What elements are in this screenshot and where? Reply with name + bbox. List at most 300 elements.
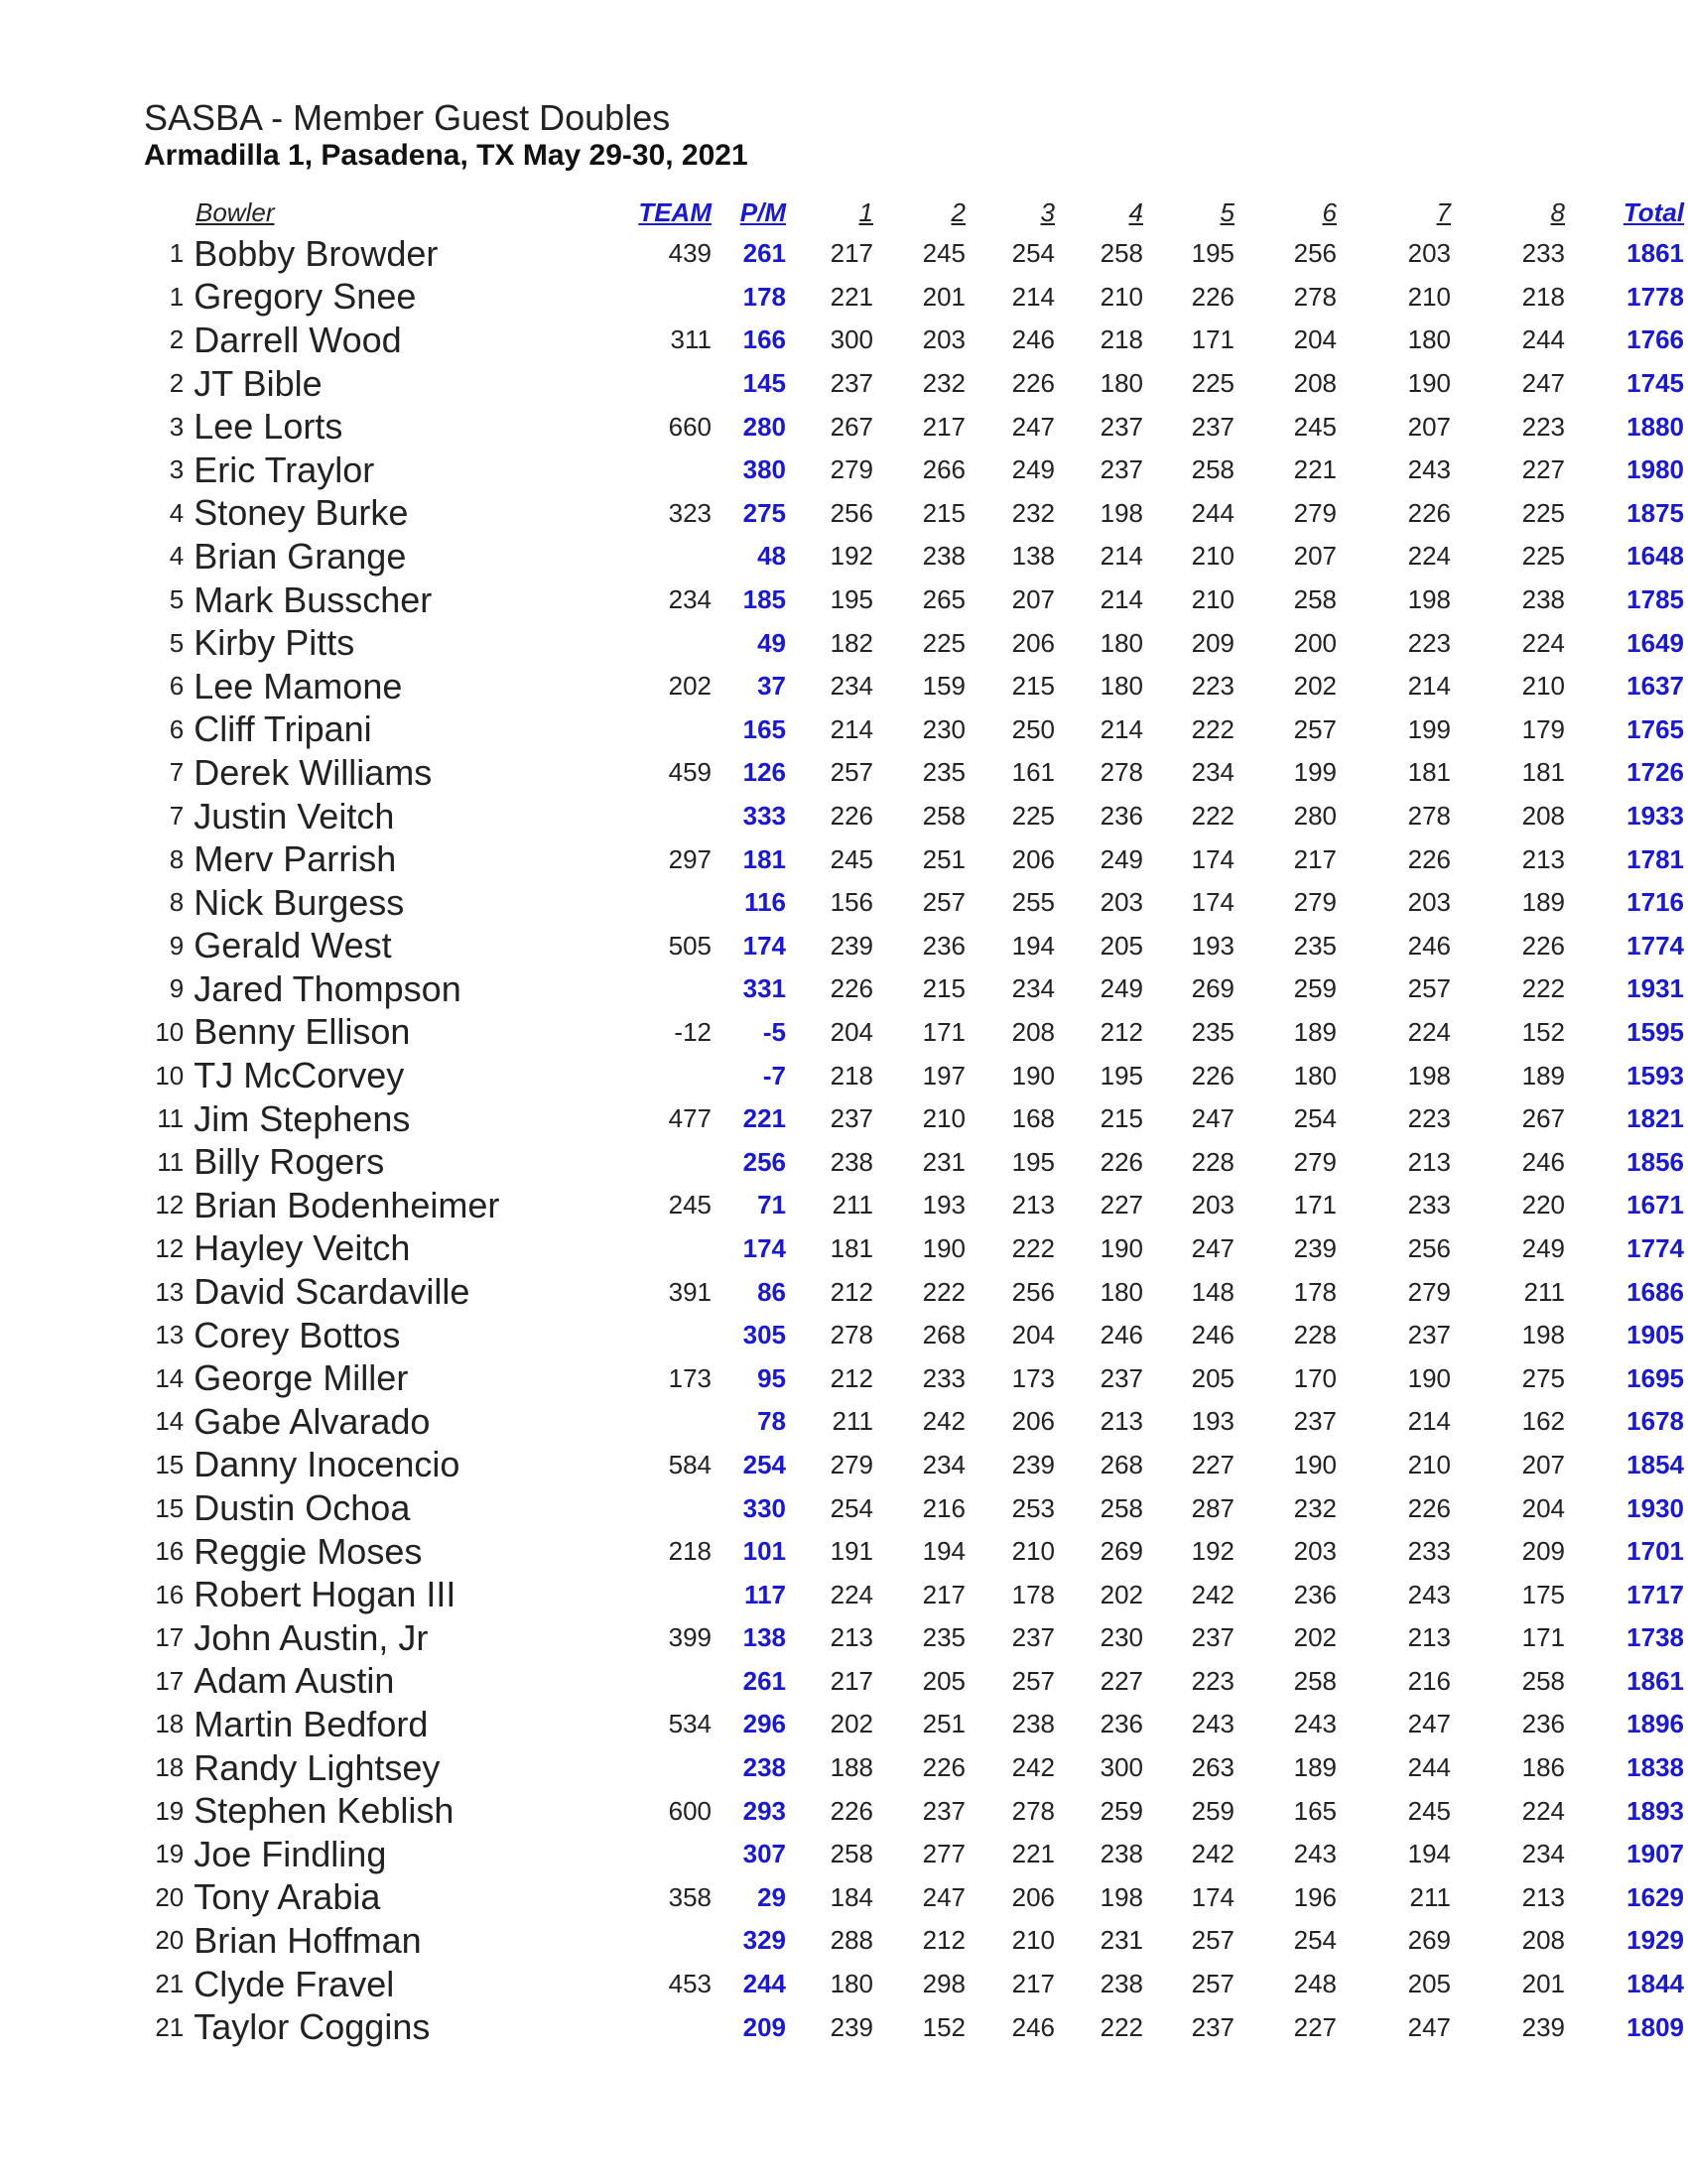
game-2-score: 159 (922, 671, 966, 702)
game-7-score: 216 (1407, 1665, 1451, 1696)
team-score (583, 1486, 712, 1530)
plus-minus: 178 (742, 281, 786, 312)
game-6-score: 279 (1293, 887, 1337, 918)
team-score: 311 (670, 324, 712, 355)
plus-minus: 221 (742, 1103, 786, 1134)
bowler-name: Corey Bottos (194, 1314, 401, 1355)
place-cell: 16 (155, 1536, 185, 1567)
game-3-score: 210 (1011, 1536, 1055, 1567)
game-2-score: 201 (922, 281, 966, 312)
plus-minus: 261 (742, 1665, 786, 1696)
place-cell: 5 (169, 584, 185, 615)
bowler-name: Mark Busscher (194, 578, 433, 620)
total-score: 1854 (1626, 1449, 1684, 1479)
place-cell: 13 (155, 1320, 185, 1350)
place-cell: 19 (155, 1839, 185, 1869)
game-3-score: 249 (1011, 454, 1055, 485)
game-1-score: 226 (830, 973, 873, 1004)
game-4-score: 214 (1100, 713, 1143, 744)
game-7-score: 244 (1407, 1752, 1451, 1783)
bowler-name: Reggie Moses (194, 1530, 423, 1572)
total-score: 1931 (1626, 973, 1684, 1004)
game-5-score: 226 (1191, 1060, 1234, 1091)
game-2-score: 265 (922, 584, 966, 615)
table-row (139, 1573, 1684, 1616)
table-row (139, 1919, 1684, 1963)
place-cell: 7 (169, 801, 185, 832)
game-2-score: 235 (922, 757, 966, 788)
game-7-score: 207 (1407, 411, 1451, 442)
game-1-score: 192 (830, 541, 873, 572)
total-score: 1774 (1626, 1232, 1684, 1263)
table-row (139, 405, 1684, 449)
game-6-score: 279 (1293, 1146, 1337, 1177)
game-8-score: 249 (1521, 1232, 1565, 1263)
game-8-score: 186 (1521, 1752, 1565, 1783)
game-4-score: 180 (1100, 368, 1143, 399)
game-8-score: 213 (1521, 1881, 1565, 1912)
total-score: 1781 (1626, 843, 1684, 874)
team-score: 660 (668, 411, 712, 442)
game-3-score: 206 (1011, 627, 1055, 658)
game-7-score: 198 (1407, 584, 1451, 615)
game-3-score: 246 (1011, 324, 1055, 355)
game-5-score: 257 (1191, 1925, 1234, 1956)
plus-minus: 209 (742, 2011, 786, 2042)
game-3-score: 247 (1011, 411, 1055, 442)
game-5-score: 195 (1191, 238, 1234, 269)
game-3-score: 232 (1011, 497, 1055, 528)
table-row (139, 1789, 1684, 1833)
game-2-score: 298 (922, 1969, 966, 1999)
table-row (139, 1011, 1684, 1055)
game-5-score: 247 (1191, 1103, 1234, 1134)
game-5-score: 192 (1191, 1536, 1234, 1567)
game-1-score: 211 (832, 1190, 873, 1220)
team-score (583, 1919, 712, 1963)
total-score: 1671 (1626, 1190, 1684, 1220)
total-score: 1844 (1626, 1969, 1684, 1999)
game-8-score: 227 (1521, 454, 1565, 485)
team-score (583, 1833, 712, 1876)
game-8-score: 189 (1521, 887, 1565, 918)
plus-minus: 244 (742, 1969, 786, 1999)
game-8-score: 258 (1521, 1665, 1565, 1696)
plus-minus: 116 (744, 887, 786, 918)
table-row (139, 1054, 1684, 1097)
team-score (583, 708, 712, 752)
header-game-2: 2 (951, 197, 966, 227)
game-6-score: 204 (1293, 324, 1337, 355)
total-score: 1905 (1626, 1320, 1684, 1350)
game-7-score: 226 (1407, 843, 1451, 874)
game-3-score: 250 (1011, 713, 1055, 744)
game-6-score: 278 (1293, 281, 1337, 312)
place-cell: 21 (155, 1969, 185, 1999)
game-8-score: 218 (1521, 281, 1565, 312)
total-score: 1856 (1626, 1146, 1684, 1177)
bowler-name: Danny Inocencio (194, 1444, 460, 1485)
bowler-name: Tony Arabia (194, 1876, 381, 1918)
game-6-score: 217 (1293, 843, 1337, 874)
place-cell: 19 (155, 1795, 185, 1826)
bowler-name: Lee Lorts (194, 406, 343, 448)
bowler-name: John Austin, Jr (194, 1616, 429, 1658)
game-4-score: 227 (1100, 1665, 1143, 1696)
place-cell: 8 (169, 843, 185, 874)
bowler-name: Stephen Keblish (194, 1790, 454, 1832)
plus-minus: 254 (742, 1449, 786, 1479)
bowler-name: Cliff Tripani (194, 708, 372, 750)
game-6-score: 258 (1293, 584, 1337, 615)
place-cell: 11 (157, 1146, 185, 1177)
game-1-score: 278 (830, 1320, 873, 1350)
game-3-score: 190 (1011, 1060, 1055, 1091)
team-score (583, 1746, 712, 1790)
game-1-score: 202 (830, 1709, 873, 1739)
game-7-score: 224 (1407, 1016, 1451, 1047)
header-game-4: 4 (1128, 197, 1143, 227)
game-1-score: 254 (830, 1492, 873, 1523)
game-5-score: 243 (1191, 1709, 1234, 1739)
header-game-3: 3 (1040, 197, 1055, 227)
plus-minus: 71 (757, 1190, 786, 1220)
game-8-score: 179 (1521, 713, 1565, 744)
game-7-score: 190 (1407, 1362, 1451, 1393)
place-cell: 5 (169, 627, 185, 658)
place-cell: 11 (157, 1103, 185, 1134)
game-6-score: 200 (1293, 627, 1337, 658)
table-row (139, 1616, 1684, 1660)
game-4-score: 203 (1100, 887, 1143, 918)
plus-minus: 256 (742, 1146, 786, 1177)
game-2-score: 203 (922, 324, 966, 355)
game-7-score: 256 (1407, 1232, 1451, 1263)
game-7-score: 223 (1407, 1103, 1451, 1134)
place-cell: 6 (169, 713, 185, 744)
game-5-score: 242 (1191, 1839, 1234, 1869)
place-cell: 15 (155, 1449, 185, 1479)
bowler-name: Nick Burgess (194, 881, 405, 923)
game-8-score: 247 (1521, 368, 1565, 399)
game-1-score: 211 (832, 1406, 873, 1437)
game-3-score: 194 (1011, 930, 1055, 961)
game-6-score: 245 (1293, 411, 1337, 442)
game-4-score: 237 (1100, 411, 1143, 442)
game-8-score: 208 (1521, 1925, 1565, 1956)
game-7-score: 247 (1407, 1709, 1451, 1739)
team-score: 391 (668, 1276, 712, 1307)
place-cell: 3 (169, 454, 185, 485)
bowler-name: Justin Veitch (194, 795, 395, 836)
game-1-score: 258 (830, 1839, 873, 1869)
game-5-score: 174 (1191, 887, 1234, 918)
game-8-score: 238 (1521, 584, 1565, 615)
game-1-score: 184 (830, 1881, 873, 1912)
game-4-score: 215 (1100, 1103, 1143, 1134)
total-score: 1717 (1626, 1579, 1684, 1609)
header-bowler: Bowler (195, 197, 275, 227)
game-2-score: 245 (922, 238, 966, 269)
game-1-score: 279 (830, 454, 873, 485)
header-game-1: 1 (858, 197, 873, 227)
table-row (139, 362, 1684, 406)
bowler-name: Derek Williams (194, 751, 433, 793)
game-6-score: 178 (1293, 1276, 1337, 1307)
team-score (583, 2005, 712, 2049)
bowler-name: David Scardaville (194, 1271, 470, 1313)
place-cell: 8 (169, 887, 185, 918)
team-score (583, 1314, 712, 1357)
plus-minus: 293 (742, 1795, 786, 1826)
game-7-score: 198 (1407, 1060, 1451, 1091)
game-8-score: 275 (1521, 1362, 1565, 1393)
game-1-score: 217 (830, 1665, 873, 1696)
game-8-score: 225 (1521, 541, 1565, 572)
plus-minus: -7 (762, 1060, 786, 1091)
total-score: 1701 (1626, 1536, 1684, 1567)
plus-minus: 126 (742, 757, 786, 788)
game-6-score: 227 (1293, 2011, 1337, 2042)
place-cell: 12 (155, 1232, 185, 1263)
place-cell: 3 (169, 411, 185, 442)
game-1-score: 226 (830, 1795, 873, 1826)
game-8-score: 181 (1521, 757, 1565, 788)
game-4-score: 198 (1100, 497, 1143, 528)
place-cell: 9 (169, 973, 185, 1004)
place-cell: 1 (169, 281, 185, 312)
table-row (139, 1314, 1684, 1357)
team-score: 534 (668, 1709, 712, 1739)
total-score: 1678 (1626, 1406, 1684, 1437)
game-8-score: 201 (1521, 1969, 1565, 1999)
game-6-score: 259 (1293, 973, 1337, 1004)
place-cell: 10 (155, 1060, 185, 1091)
game-4-score: 300 (1100, 1752, 1143, 1783)
game-3-score: 168 (1011, 1103, 1055, 1134)
game-3-score: 278 (1011, 1795, 1055, 1826)
bowler-name: Jim Stephens (194, 1097, 411, 1139)
game-1-score: 267 (830, 411, 873, 442)
bowler-name: Stoney Burke (194, 492, 409, 534)
team-score (583, 967, 712, 1011)
plus-minus: 145 (742, 368, 786, 399)
game-6-score: 236 (1293, 1579, 1337, 1609)
game-5-score: 205 (1191, 1362, 1234, 1393)
plus-minus: 101 (742, 1536, 786, 1567)
team-score (583, 535, 712, 578)
total-score: 1595 (1626, 1016, 1684, 1047)
bowler-name: Dustin Ochoa (194, 1487, 411, 1529)
game-2-score: 242 (922, 1406, 966, 1437)
game-7-score: 269 (1407, 1925, 1451, 1956)
plus-minus: 331 (742, 973, 786, 1004)
plus-minus: 49 (757, 627, 786, 658)
game-1-score: 195 (830, 584, 873, 615)
game-1-score: 239 (830, 2011, 873, 2042)
game-2-score: 268 (922, 1320, 966, 1350)
team-score (583, 881, 712, 925)
game-2-score: 217 (922, 411, 966, 442)
game-7-score: 223 (1407, 627, 1451, 658)
game-5-score: 237 (1191, 1622, 1234, 1653)
game-4-score: 180 (1100, 1276, 1143, 1307)
game-5-score: 244 (1191, 497, 1234, 528)
game-3-score: 239 (1011, 1449, 1055, 1479)
game-4-score: 258 (1100, 1492, 1143, 1523)
team-score: 323 (668, 497, 712, 528)
game-2-score: 232 (922, 368, 966, 399)
total-score: 1785 (1626, 584, 1684, 615)
game-3-score: 256 (1011, 1276, 1055, 1307)
document-subtitle: Armadilla 1, Pasadena, TX May 29-30, 2021 (144, 139, 748, 172)
game-3-score: 206 (1011, 1406, 1055, 1437)
game-2-score: 257 (922, 887, 966, 918)
game-7-score: 199 (1407, 713, 1451, 744)
team-score: 584 (668, 1449, 712, 1479)
game-8-score: 226 (1521, 930, 1565, 961)
game-7-score: 245 (1407, 1795, 1451, 1826)
game-6-score: 190 (1293, 1449, 1337, 1479)
game-3-score: 222 (1011, 1232, 1055, 1263)
table-row (139, 319, 1684, 362)
game-8-score: 162 (1521, 1406, 1565, 1437)
game-5-score: 148 (1191, 1276, 1234, 1307)
team-score: 358 (668, 1881, 712, 1912)
game-7-score: 210 (1407, 281, 1451, 312)
game-2-score: 226 (922, 1752, 966, 1783)
team-score (583, 621, 712, 665)
place-cell: 20 (155, 1925, 185, 1956)
game-4-score: 249 (1100, 973, 1143, 1004)
game-2-score: 190 (922, 1232, 966, 1263)
game-1-score: 182 (830, 627, 873, 658)
plus-minus: 174 (742, 930, 786, 961)
game-5-score: 258 (1191, 454, 1234, 485)
game-5-score: 223 (1191, 1665, 1234, 1696)
game-2-score: 247 (922, 1881, 966, 1912)
table-row (139, 1703, 1684, 1746)
table-row (139, 708, 1684, 752)
game-8-score: 267 (1521, 1103, 1565, 1134)
table-row (139, 276, 1684, 320)
table-row (139, 449, 1684, 492)
game-5-score: 226 (1191, 281, 1234, 312)
game-1-score: 218 (830, 1060, 873, 1091)
game-2-score: 217 (922, 1579, 966, 1609)
game-8-score: 234 (1521, 1839, 1565, 1869)
place-cell: 18 (155, 1752, 185, 1783)
table-row (139, 1530, 1684, 1574)
game-4-score: 231 (1100, 1925, 1143, 1956)
bowler-name: Gerald West (194, 925, 392, 966)
team-score: 245 (668, 1190, 712, 1220)
total-score: 1695 (1626, 1362, 1684, 1393)
game-5-score: 247 (1191, 1232, 1234, 1263)
game-3-score: 226 (1011, 368, 1055, 399)
game-3-score: 206 (1011, 843, 1055, 874)
game-5-score: 222 (1191, 713, 1234, 744)
game-4-score: 202 (1100, 1579, 1143, 1609)
game-3-score: 214 (1011, 281, 1055, 312)
game-6-score: 257 (1293, 713, 1337, 744)
game-1-score: 212 (830, 1276, 873, 1307)
team-score (583, 449, 712, 492)
bowler-name: George Miller (194, 1357, 409, 1399)
header-game-6: 6 (1322, 197, 1337, 227)
game-6-score: 280 (1293, 801, 1337, 832)
game-3-score: 242 (1011, 1752, 1055, 1783)
game-3-score: 225 (1011, 801, 1055, 832)
total-score: 1896 (1626, 1709, 1684, 1739)
game-2-score: 215 (922, 973, 966, 1004)
game-5-score: 203 (1191, 1190, 1234, 1220)
game-2-score: 152 (922, 2011, 966, 2042)
plus-minus: 329 (742, 1925, 786, 1956)
total-score: 1738 (1626, 1622, 1684, 1653)
total-score: 1649 (1626, 627, 1684, 658)
table-row (139, 535, 1684, 578)
game-5-score: 246 (1191, 1320, 1234, 1350)
game-5-score: 210 (1191, 584, 1234, 615)
total-score: 1648 (1626, 541, 1684, 572)
game-7-score: 180 (1407, 324, 1451, 355)
table-row (139, 1227, 1684, 1271)
place-cell: 9 (169, 930, 185, 961)
game-5-score: 263 (1191, 1752, 1234, 1783)
total-score: 1745 (1626, 368, 1684, 399)
game-1-score: 224 (830, 1579, 873, 1609)
plus-minus: 86 (757, 1276, 786, 1307)
table-row (139, 881, 1684, 925)
total-score: 1629 (1626, 1881, 1684, 1912)
game-1-score: 214 (830, 713, 873, 744)
bowler-name: Brian Bodenheimer (194, 1184, 500, 1225)
game-6-score: 243 (1293, 1839, 1337, 1869)
game-3-score: 221 (1011, 1839, 1055, 1869)
plus-minus: -5 (762, 1016, 786, 1047)
table-row (139, 1270, 1684, 1314)
header-team: TEAM (638, 197, 712, 227)
game-1-score: 181 (830, 1232, 873, 1263)
game-1-score: 156 (830, 887, 873, 918)
game-5-score: 287 (1191, 1492, 1234, 1523)
team-score (583, 362, 712, 406)
game-7-score: 226 (1407, 497, 1451, 528)
game-4-score: 222 (1100, 2011, 1143, 2042)
place-cell: 17 (155, 1665, 185, 1696)
game-8-score: 244 (1521, 324, 1565, 355)
total-score: 1930 (1626, 1492, 1684, 1523)
bowler-name: Benny Ellison (194, 1011, 411, 1053)
game-3-score: 178 (1011, 1579, 1055, 1609)
game-4-score: 198 (1100, 1881, 1143, 1912)
game-8-score: 236 (1521, 1709, 1565, 1739)
plus-minus: 117 (744, 1579, 786, 1609)
game-1-score: 256 (830, 497, 873, 528)
game-6-score: 235 (1293, 930, 1337, 961)
game-5-score: 210 (1191, 541, 1234, 572)
team-score (583, 1054, 712, 1097)
game-3-score: 237 (1011, 1622, 1055, 1653)
game-4-score: 227 (1100, 1190, 1143, 1220)
plus-minus: 166 (742, 324, 786, 355)
game-1-score: 238 (830, 1146, 873, 1177)
plus-minus: 29 (757, 1881, 786, 1912)
game-2-score: 251 (922, 1709, 966, 1739)
bowler-name: Billy Rogers (194, 1141, 385, 1183)
total-score: 1726 (1626, 757, 1684, 788)
